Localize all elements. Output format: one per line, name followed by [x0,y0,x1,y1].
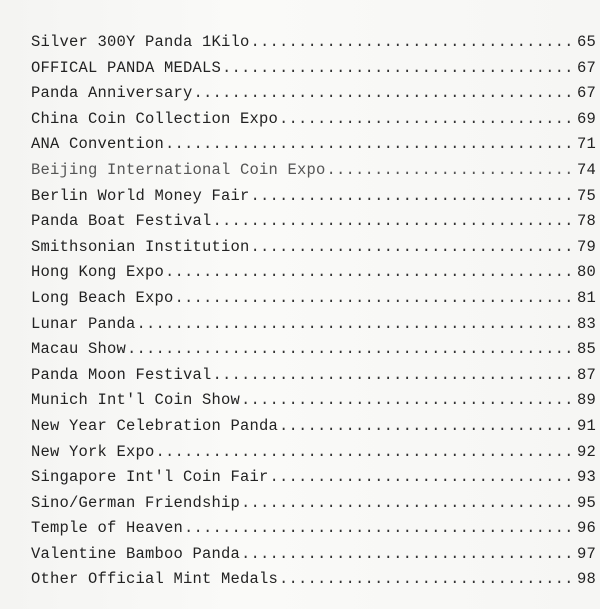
toc-entry [31,545,596,571]
toc-entry [31,443,596,469]
dot-leader [165,263,576,281]
toc-entry-title: Macau Show [31,340,127,359]
toc-entry-page: 98 [576,570,596,589]
toc-entry [31,187,596,213]
toc-entry [31,161,596,187]
toc-entry [31,519,596,545]
toc-entry [31,289,596,315]
toc-entry-page: 93 [576,468,596,487]
toc-entry-title: Panda Moon Festival [31,365,212,384]
toc-entry-title: Beijing International Coin Expo [31,160,326,179]
toc-entry-page: 78 [576,212,596,231]
toc-entry-page: 71 [576,135,596,154]
toc-entry [31,570,596,596]
dot-leader [251,187,576,205]
dot-leader [184,519,576,537]
toc-entry-page: 96 [576,519,596,538]
toc-entry [31,315,596,341]
toc-entry-title: China Coin Collection Expo [31,109,279,128]
toc-entry [31,59,596,85]
toc-entry-title: Lunar Panda [31,314,136,333]
toc-entry-page: 80 [576,263,596,282]
toc-entry-title: Sino/German Friendship [31,493,241,512]
table-of-contents [31,33,596,596]
toc-entry-page: 67 [576,58,596,77]
dot-leader [251,33,576,51]
dot-leader [194,84,576,102]
toc-entry-page: 67 [576,84,596,103]
toc-entry-title: Panda Anniversary [31,84,193,103]
toc-entry [31,110,596,136]
toc-entry [31,212,596,238]
toc-entry-page: 89 [576,391,596,410]
toc-entry-title: New York Expo [31,442,155,461]
toc-entry-title: Other Official Mint Medals [31,570,279,589]
dot-leader [241,494,576,512]
dot-leader [213,366,576,384]
toc-entry-page: 85 [576,340,596,359]
toc-entry-page: 87 [576,365,596,384]
toc-entry-page: 83 [576,314,596,333]
toc-entry-page: 81 [576,288,596,307]
toc-entry [31,366,596,392]
dot-leader [222,59,576,77]
toc-entry-title: Hong Kong Expo [31,263,165,282]
toc-entry-page: 92 [576,442,596,461]
dot-leader [213,212,576,230]
dot-leader [327,161,576,179]
dot-leader [241,545,576,563]
dot-leader [175,289,576,307]
toc-entry [31,468,596,494]
dot-leader [127,340,576,358]
toc-entry-title: Valentine Bamboo Panda [31,544,241,563]
toc-entry [31,135,596,161]
toc-entry-title: Smithsonian Institution [31,237,250,256]
dot-leader [165,135,576,153]
dot-leader [270,468,576,486]
toc-entry-title: OFFICAL PANDA MEDALS [31,58,222,77]
toc-entry-title: Munich Int'l Coin Show [31,391,241,410]
dot-leader [156,443,576,461]
toc-entry [31,263,596,289]
toc-entry-title: Berlin World Money Fair [31,186,250,205]
toc-entry [31,391,596,417]
dot-leader [279,417,576,435]
dot-leader [279,570,576,588]
toc-entry-title: Panda Boat Festival [31,212,212,231]
toc-entry-page: 97 [576,544,596,563]
toc-entry-page: 79 [576,237,596,256]
toc-entry-title: Singapore Int'l Coin Fair [31,468,269,487]
toc-entry-title: New Year Celebration Panda [31,416,279,435]
toc-entry-page: 69 [576,109,596,128]
toc-entry [31,33,596,59]
toc-entry-page: 65 [576,33,596,51]
toc-entry-page: 74 [576,160,596,179]
toc-entry [31,340,596,366]
dot-leader [251,238,576,256]
toc-entry-page: 91 [576,416,596,435]
dot-leader [279,110,576,128]
dot-leader [137,315,576,333]
toc-entry [31,417,596,443]
toc-entry-title: ANA Convention [31,135,165,154]
toc-entry-page: 75 [576,186,596,205]
dot-leader [241,391,576,409]
toc-entry [31,84,596,110]
toc-entry-title: Long Beach Expo [31,288,174,307]
toc-entry-title: Temple of Heaven [31,519,184,538]
toc-entry [31,494,596,520]
toc-entry-title: Silver 300Y Panda 1Kilo [31,33,250,51]
toc-entry-page: 95 [576,493,596,512]
toc-entry [31,238,596,264]
